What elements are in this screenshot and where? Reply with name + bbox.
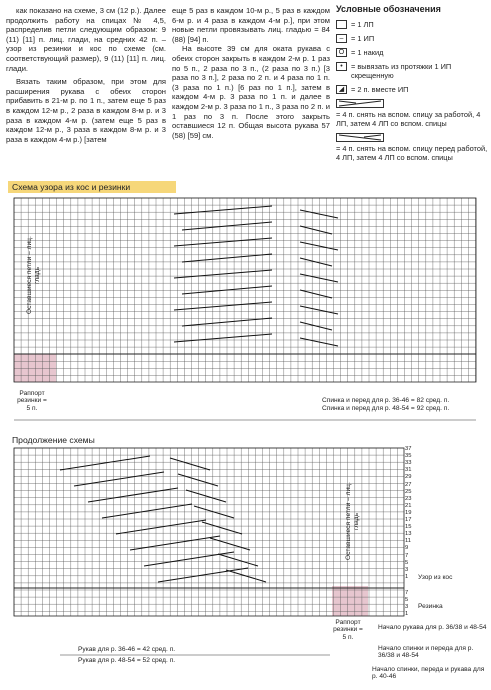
cable-line: [300, 210, 338, 218]
cable-line: [300, 338, 338, 346]
row-number: 19: [405, 509, 412, 516]
cable-line: [144, 552, 234, 566]
row-number: 17: [405, 517, 412, 523]
row-number: 23: [405, 495, 412, 502]
row-number: 21: [405, 502, 412, 509]
legend-label: = 2 п. вместе ИП: [351, 85, 409, 94]
cable-line: [88, 488, 178, 502]
row-number: 3: [405, 566, 409, 573]
chart-2-side-label: Оставшиеся петли – лиц. гладь: [345, 482, 360, 560]
cable-line: [174, 206, 272, 214]
paragraph: как показано на схеме, 3 см (12 р.). Далее продолжить работу на спицах № 4,5, распределив петли следующим образом: 9 (11) [11] п. лиц. глади, на средних 42 п. – узор из резинки и кос по схеме (см. соответствующий размер), 9 (11) [11] п. лиц. глади.: [6, 6, 166, 73]
chart-2-title: Продолжение схемы: [12, 435, 95, 445]
cable-line: [300, 306, 338, 314]
row-number: 27: [405, 481, 412, 488]
chart-2-rapport: Раппорт резинки = 5 п.: [333, 619, 363, 641]
cable-line: [174, 334, 272, 342]
cable-line: [300, 322, 332, 330]
row-number: 1: [405, 573, 409, 580]
legend-label: = 1 ЛП: [351, 20, 374, 29]
cable-line: [74, 472, 164, 486]
chart-2-sleeve-2: Рукав для р. 48-54 = 52 сред. п.: [78, 657, 176, 664]
row-number: 33: [405, 460, 412, 467]
cable-line: [218, 554, 258, 566]
row-number: 1: [405, 611, 409, 618]
chart-1-side-label: Оставшиеся петли – лиц. гладь: [26, 236, 41, 314]
yarn-over-icon: O: [336, 48, 347, 57]
cable-line: [174, 302, 272, 310]
cable-line: [174, 270, 272, 278]
cable-line: [158, 568, 248, 582]
cable-line: [102, 504, 192, 518]
cable-line: [202, 522, 242, 534]
chart-1-back-front-2: Спинка и перед для р. 48-54 = 92 сред. п.: [322, 405, 450, 412]
chart-2-start-back-2: Начало спинки, переда и рукава для р. 40-46: [372, 666, 485, 681]
cable-line: [300, 226, 332, 234]
cable-line: [210, 538, 250, 550]
row-number: 29: [405, 474, 412, 481]
purl-two-together-icon: ◢: [336, 85, 347, 94]
chart-2-start-back-1: Начало спинки и переда для р. 36/38 и 48-54: [378, 645, 474, 660]
legend-label: = 4 п. снять на вспом. спицу перед работой, 4 ЛП, затем 4 ЛП со вспом. спицы: [336, 144, 488, 162]
row-number: 9: [405, 545, 409, 552]
chart-1-back-front-1: Спинка и перед для р. 36-46 = 82 сред. п.: [322, 397, 450, 404]
row-number: 3: [405, 604, 409, 611]
legend-label: = 1 ИП: [351, 34, 375, 43]
cable-line: [130, 536, 220, 550]
purl-stitch-icon: –: [336, 34, 347, 43]
row-number: 31: [405, 467, 412, 474]
cable-line: [300, 290, 332, 298]
chart-2-start-sleeve: Начало рукава для р. 36/38 и 48-54: [378, 624, 487, 631]
cable-line: [174, 238, 272, 246]
cable-line: [116, 520, 206, 534]
row-number: 37: [405, 446, 412, 452]
row-number: 5: [405, 559, 409, 566]
row-number: 7: [405, 590, 409, 596]
row-number: 13: [405, 531, 412, 538]
paragraph: Вязать таким образом, при этом для расширения рукава с обеих сторон прибавить в 21-м р. по 1 п., затем еще 5 раз в каждом 12-м р., 2 раза в каждом 8-м р. и 3 раза в каждом 4-м р. (затем еще 5 раз в каждом 12-м р., 3 раза в каждом 8-м р. и 3 раза в каждом 4-м р.) [затем: [6, 77, 166, 144]
chart-2-sleeve-1: Рукав для р. 36-46 = 42 сред. п.: [78, 646, 176, 653]
row-number: 15: [405, 524, 412, 531]
cable-line: [300, 242, 338, 250]
row-number: 25: [405, 488, 412, 495]
cable-line: [170, 458, 210, 470]
legend-label: = 4 п. снять на вспом. спицу за работой, 4 ЛП, затем 4 ЛП со вспом. спицы: [336, 110, 481, 128]
row-number: 5: [405, 597, 409, 604]
row-number: 7: [405, 552, 409, 559]
chart-2-right-label-2: Резинка: [418, 603, 443, 610]
make-one-purl-icon: •: [336, 62, 347, 71]
legend-title: Условные обозначения: [336, 4, 441, 14]
legend-label: = 1 накид: [351, 48, 384, 57]
paragraph: еще 5 раз в каждом 10-м р., 5 раз в каждом 6-м р. и 4 раза в каждом 4-м р.], при этом новые петли провязывать лиц. гладью = 84 (88) [94] п.: [172, 6, 330, 44]
cable-line: [300, 274, 338, 282]
cable-line: [178, 474, 218, 486]
legend-label: = вывязать из протяжки 1 ИП скрещенную: [351, 62, 452, 80]
chart-1-title: Схема узора из кос и резинки: [8, 181, 176, 193]
row-number: 11: [405, 538, 412, 545]
row-number: 35: [405, 453, 412, 460]
chart-2-right-label-1: Узор из кос: [418, 574, 453, 581]
chart-1-rapport: Раппорт резинки = 5 п.: [17, 390, 47, 412]
cable-line: [60, 456, 150, 470]
paragraph: На высоте 39 см для оката рукава с обеих сторон закрыть в каждом 2-м р. 1 раз по 5 п., 2 раза по 3 п., (2 раза по 3 п.) [3 раза по 3 п.], 2 раза по 2 п. и 4 раза по 1 п. (3 раза по 1 п.) [6 раз по 1 п.], затем в каждом 4-м р. 3 раза по 1 п. и далее в каждом 2-м р. 3 раза по 1 п., 3 раза по 2 п. и 1 раз по 3 п. После этого закрыть оставшиеся 12 п. Общая высота рукава 57 (58) [59] см.: [172, 44, 330, 140]
